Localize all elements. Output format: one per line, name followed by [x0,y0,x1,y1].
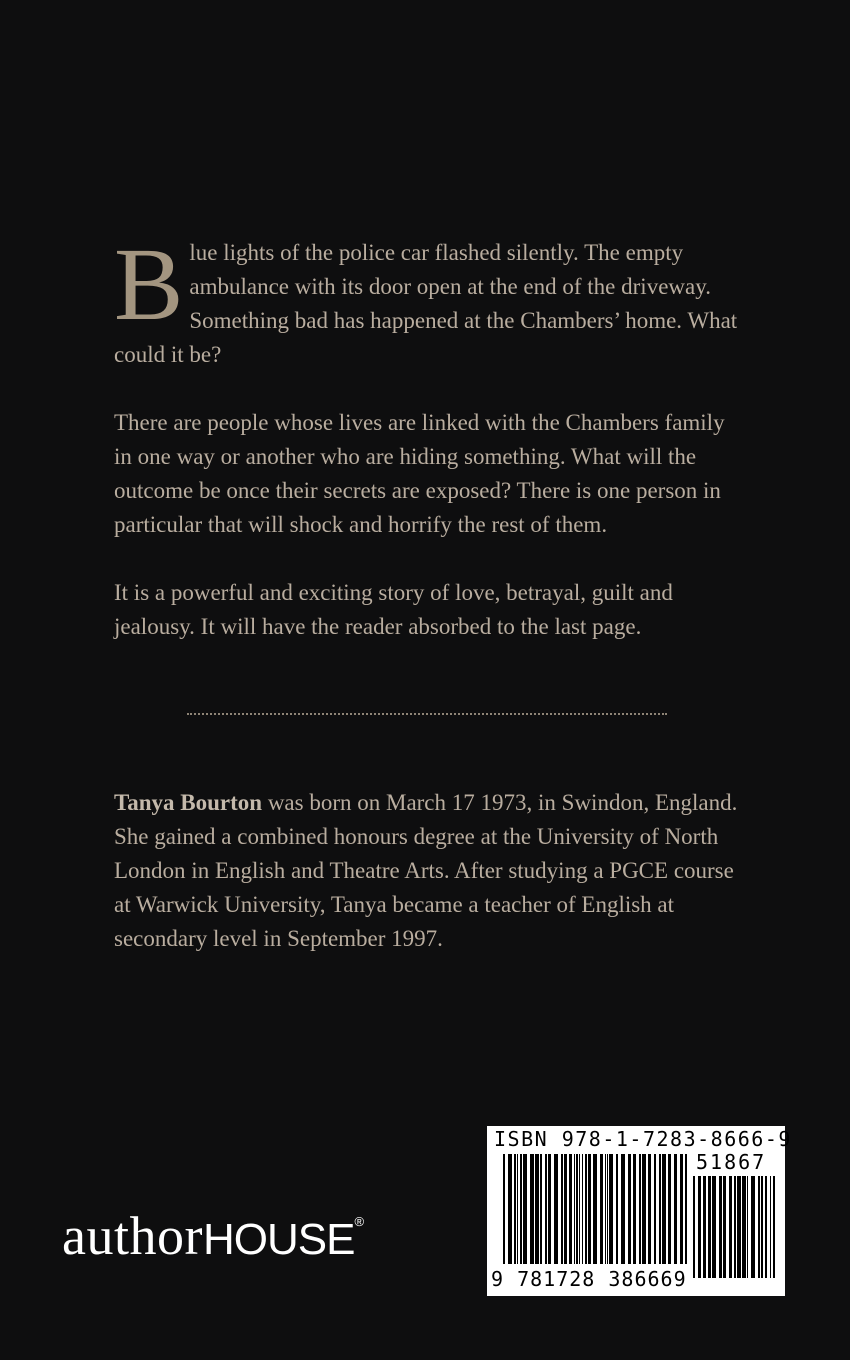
price-code: 51867 [696,1150,767,1174]
blurb [114,227,738,678]
author-name: Tanya Bourton [114,790,263,815]
author-bio [114,786,740,956]
barcode-bar [723,1176,726,1278]
barcode-bar [548,1154,551,1264]
barcode-bar [703,1176,706,1278]
barcode-bar [751,1176,755,1278]
addon-barcode [693,1176,779,1278]
barcode-bar [593,1154,597,1264]
barcode-bar [609,1154,613,1264]
isbn-label: ISBN 978-1-7283-8666-9 [494,1127,792,1151]
barcode-bar [564,1154,567,1264]
barcode-bar [770,1176,771,1278]
barcode-bar [561,1154,563,1264]
registered-mark: ® [354,1214,365,1229]
blurb-paragraph-3: It is a powerful and exciting story of love, betrayal, guilt and jealousy. It will have the reader absorbed to the last page. [114,580,673,639]
blurb-paragraph-2: There are people whose lives are linked with the Chambers family in one way or another who are hiding something. What will the outcome be once their secrets are exposed? There is one person in particular that will shock and horrify the rest of them. [114,410,725,537]
drop-cap: B [114,227,184,342]
barcode-bar [734,1176,736,1278]
barcode-bar [708,1176,711,1278]
barcode-bar [535,1154,539,1264]
barcode-bar [540,1154,542,1264]
barcode-bar [639,1154,641,1264]
barcode-bar [761,1176,763,1278]
barcode-bar [642,1154,646,1264]
publisher-logo-author: author [62,1206,203,1266]
blurb-paragraph-1 [114,227,738,372]
barcode-bar [576,1154,578,1264]
barcode-bar [680,1154,683,1264]
barcode-bar [662,1154,666,1264]
ean-barcode [503,1154,689,1278]
barcode-bar [579,1154,580,1264]
barcode-bar [693,1176,695,1278]
barcode-bar [758,1176,760,1278]
barcode-bar [545,1154,547,1264]
barcode-bar [742,1176,746,1278]
barcode-bar [569,1154,572,1264]
barcode-bar [616,1154,618,1264]
publisher-logo-house: HOUSE [202,1215,355,1264]
barcode-bar [621,1154,625,1264]
ean-digits: 9 781728 386669 [491,1267,687,1291]
barcode-bar [698,1176,701,1278]
barcode-bar [517,1154,518,1264]
author-bio-text: was born on March 17 1973, in Swindon, England. She gained a combined honours degree at the University of North London in English and Theatre Arts. After studying a PGCE course at Warwick University, Tanya became a teacher of English at secondary level in September 1997. [114,790,738,951]
barcode-bar [765,1176,767,1278]
barcode-bar [737,1176,741,1278]
barcode-bar [712,1176,716,1278]
barcode-bar [514,1154,516,1264]
barcode-bar [648,1154,651,1264]
barcode-bar [574,1154,575,1264]
barcode-bar [530,1154,534,1264]
barcode-bar [585,1154,587,1264]
dotted-divider [187,713,667,715]
blurb-paragraph-1-text: lue lights of the police car flashed silently. The empty ambulance with its door open at the end of the driveway. Something bad has happened at the Chambers’ home. What could it be? [114,240,738,367]
barcode-bar [503,1154,505,1264]
barcode-bar [674,1154,677,1264]
author-bio-paragraph [114,786,740,956]
barcode-bar [628,1154,631,1264]
barcode-bar [607,1154,608,1264]
barcode-bar [588,1154,591,1264]
barcode-bar [747,1176,748,1278]
barcode-bar [508,1154,512,1264]
barcode-bar [719,1176,722,1278]
barcode-bar [633,1154,636,1264]
barcode-bar [729,1176,732,1278]
barcode-panel [487,1126,792,1296]
barcode-bar [520,1154,522,1264]
barcode-bar [659,1154,661,1264]
barcode-bar [600,1154,603,1264]
barcode-bar [523,1154,527,1264]
barcode-bar [554,1154,558,1264]
barcode-bar [685,1154,687,1264]
barcode-bar [668,1154,671,1264]
barcode-bar [605,1154,606,1264]
barcode-bar [582,1154,583,1264]
barcode-bar [773,1176,775,1278]
publisher-logo [62,1205,364,1275]
barcode-bar [654,1154,656,1264]
